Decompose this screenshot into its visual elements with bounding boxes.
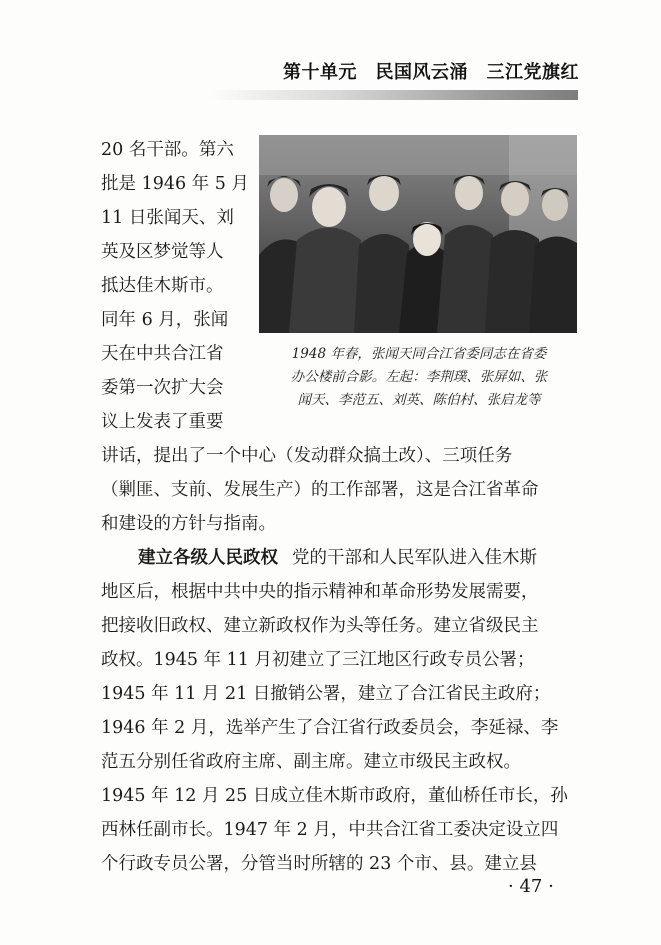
body-text-line: 地区后，根据中共中央的指示精神和革命形势发展需要， xyxy=(101,582,539,602)
photo-caption xyxy=(256,343,582,412)
group-photo xyxy=(259,135,577,333)
side-text-line: 天在中共合江省 xyxy=(101,344,224,364)
caption-line: 1948 年春，张闻天同合江省委同志在省委 xyxy=(291,346,547,362)
body-text-line: 1946 年 2 月，选举产生了合江省行政委员会，李延禄、李 xyxy=(101,718,559,738)
body-text-line: 政权。1945 年 11 月初建立了三江地区行政专员公署； xyxy=(101,650,535,670)
side-text-line: 委第一次扩大会 xyxy=(101,378,224,398)
side-text-line: 抵达佳木斯市。 xyxy=(101,276,224,296)
body-text-line: 把接收旧政权、建立新政权作为头等任务。建立省级民主 xyxy=(101,616,539,636)
side-text-line: 英及区梦觉等人 xyxy=(101,242,224,262)
caption-line: 办公楼前合影。左起：李荆璞、张屏如、张 xyxy=(290,369,548,385)
side-text-line: 议上发表了重要 xyxy=(101,412,224,432)
body-text-line: 和建设的方针与指南。 xyxy=(101,514,276,534)
side-text-line: 同年 6 月，张闻 xyxy=(101,310,229,330)
body-text-line: 个行政专员公署，分管当时所辖的 23 个市、县。建立县 xyxy=(101,854,537,874)
body-text-line: 范五分别任省政府主席、副主席。建立市级民主政权。 xyxy=(101,752,521,772)
body-text-line: 西林任副市长。1947 年 2 月，中共合江省工委决定设立四 xyxy=(101,820,559,840)
section-first-line-text: 党的干部和人民军队进入佳木斯 xyxy=(292,548,537,568)
body-text-line: （剿匪、支前、发展生产）的工作部署，这是合江省革命 xyxy=(101,480,539,500)
body-text-line: 1945 年 11 月 21 日撤销公署，建立了合江省民主政府； xyxy=(101,684,551,704)
caption-line: 闻天、李范五、刘英、陈伯村、张启龙等 xyxy=(297,392,541,408)
side-text-line: 11 日张闻天、刘 xyxy=(101,208,234,228)
page-number: · 47 · xyxy=(508,876,554,897)
side-text-line: 批是 1946 年 5 月 xyxy=(101,174,249,194)
header-rule xyxy=(210,90,578,100)
side-text-line: 20 名干部。第六 xyxy=(101,140,234,160)
running-header: 第十单元 民国风云涌 三江党旗红 xyxy=(283,62,579,83)
section-heading: 建立各级人民政权 xyxy=(138,548,278,568)
body-text-line: 讲话，提出了一个中心（发动群众搞土改）、三项任务 xyxy=(101,446,513,466)
body-text-line: 1945 年 12 月 25 日成立佳木斯市政府，董仙桥任市长，孙 xyxy=(101,786,568,806)
group-photo-illustration xyxy=(259,135,577,333)
section-first-line xyxy=(138,544,537,569)
